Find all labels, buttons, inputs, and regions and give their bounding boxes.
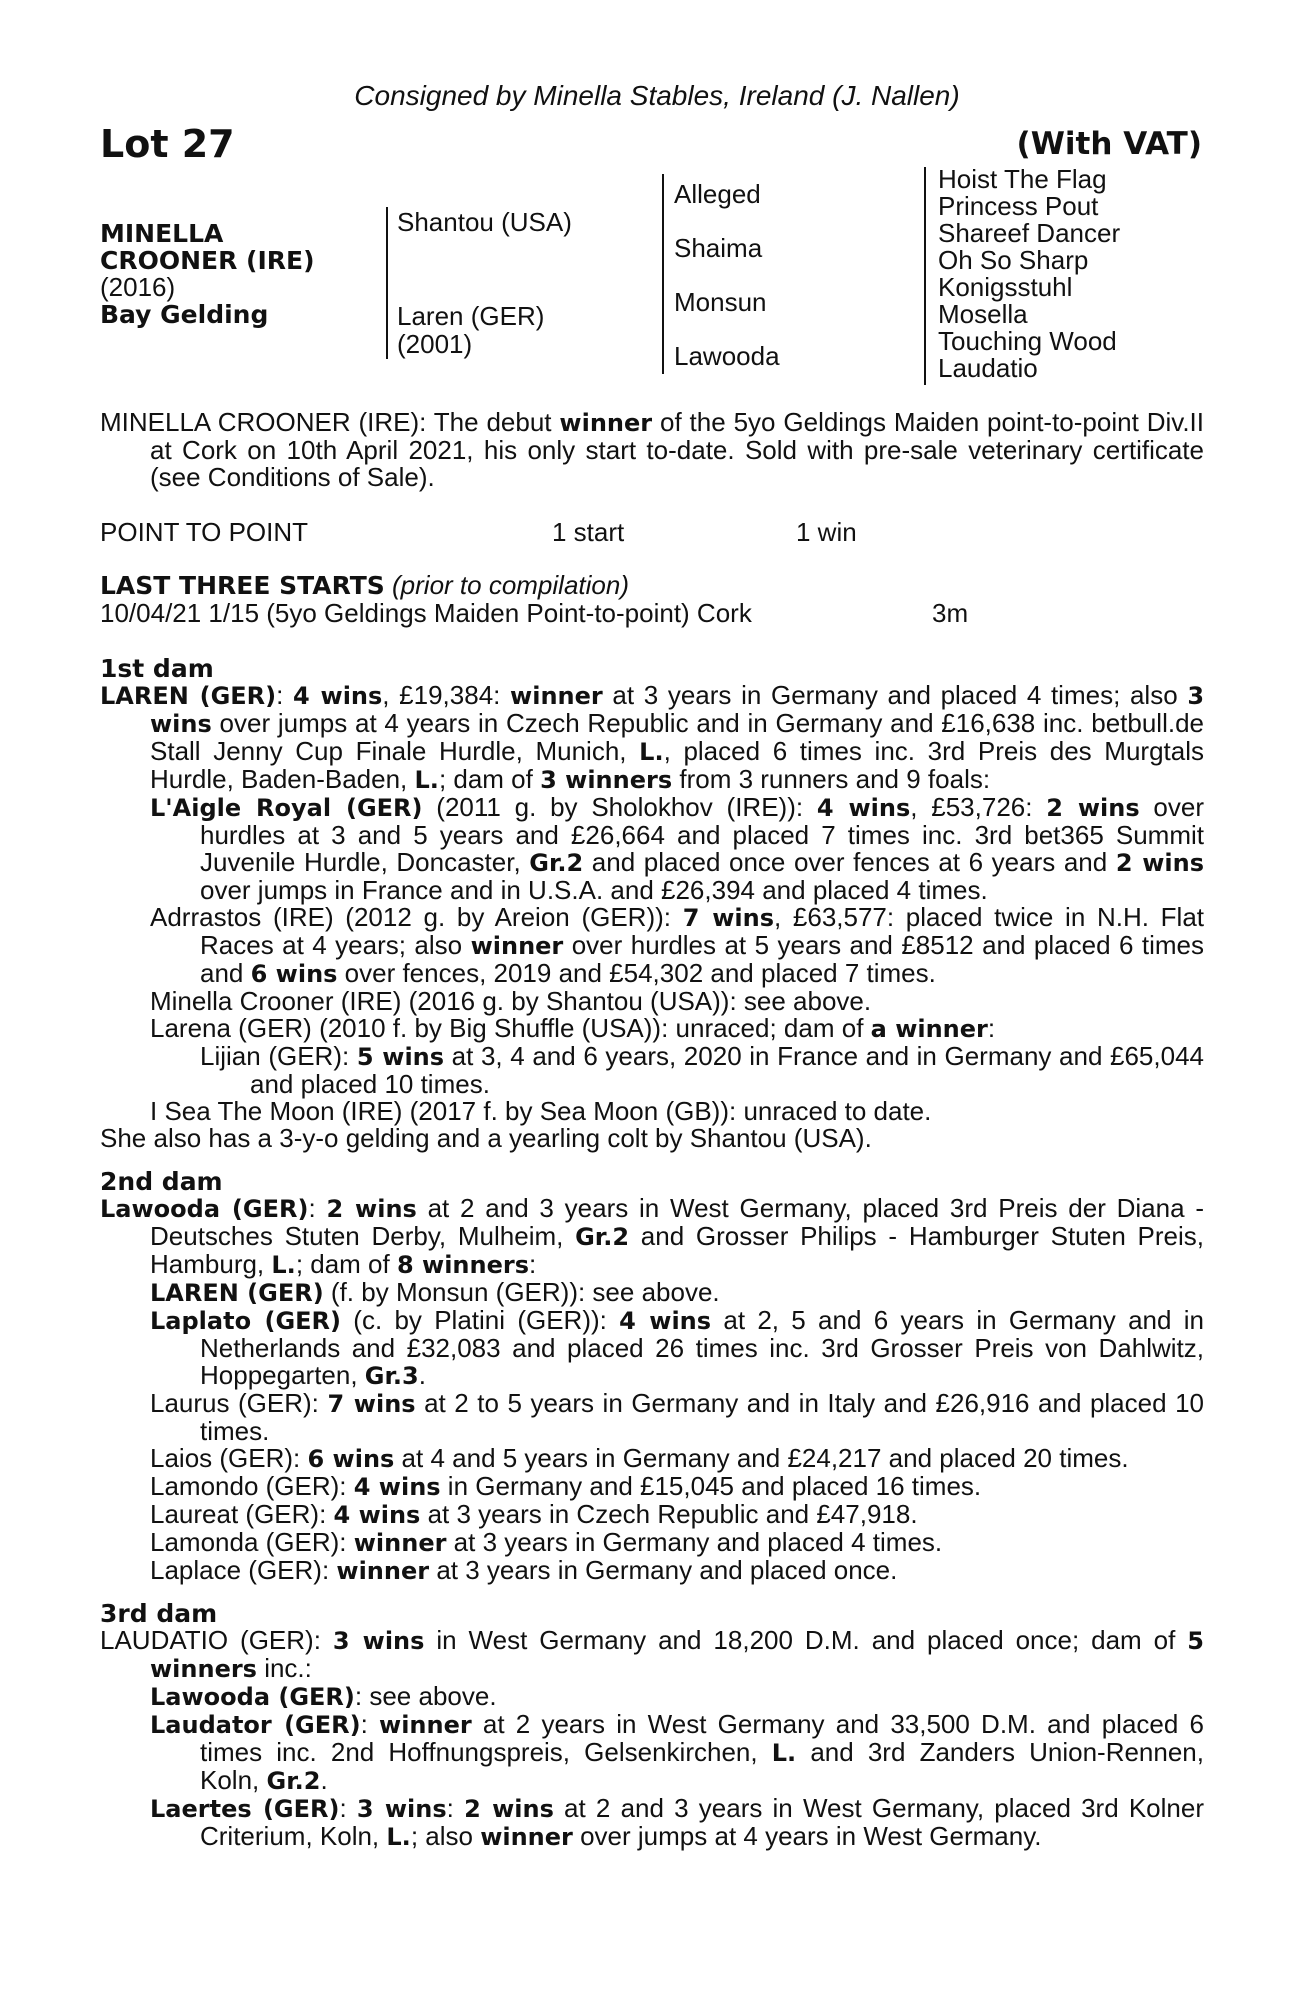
bold-run: L.: [271, 1251, 296, 1279]
bold-run: Lawooda (GER): [100, 1195, 309, 1223]
text-run: She also has a 3-y-o gelding and a yearling colt by Shantou (USA).: [100, 1123, 872, 1153]
text-run: over jumps at 4 years in Czech Republic and in Germany and £16,638 inc. betbull.de Stall Jenny Cup Finale Hurdle, Munich,: [150, 708, 1204, 766]
produce-entry: [100, 1445, 1204, 1473]
record-wins: 1 win: [796, 517, 857, 547]
bold-run: 3 wins: [356, 1795, 447, 1823]
third-dam-section: [100, 1600, 1204, 1851]
intro-text-rest: of the 5yo Geldings Maiden point-to-point Div.II at Cork on 10th April 2021, his only start to-date. Sold with pre-sale veterinary certificate (see Conditions of Sale).: [150, 407, 1204, 492]
text-run: Larena (GER) (2010 f. by Big Shuffle (USA)): unraced; dam of: [150, 1013, 871, 1043]
bold-run: L.: [386, 1823, 411, 1851]
bold-run: 2 wins: [464, 1795, 554, 1823]
lot-number: Lot 27: [100, 122, 235, 166]
horse-foaling-year: (2016): [100, 272, 176, 302]
text-run: :: [308, 1193, 327, 1223]
bold-run: 4 wins: [619, 1307, 712, 1335]
bold-run: 6 wins: [250, 960, 338, 988]
produce-entry: [100, 1529, 1204, 1557]
text-run: at 3 years in Germany and placed 4 times.: [446, 1527, 943, 1557]
last-start-row: 10/04/21 1/15 (5yo Geldings Maiden Point-to-point) Cork: [100, 598, 752, 628]
pedigree-gen2-dam-dam: Lawooda: [674, 341, 780, 371]
produce-entry: [100, 1711, 1204, 1795]
bold-run: 4 wins: [353, 1473, 441, 1501]
text-run: at 2 and 3 years in West Germany, placed 3rd Kolner Criterium, Koln,: [200, 1793, 1204, 1851]
text-run: LAUDATIO (GER):: [100, 1625, 333, 1655]
bold-run: winner: [353, 1529, 447, 1557]
bold-run: 5 winners: [150, 1627, 1204, 1683]
third-dam-title: 3rd dam: [100, 1599, 218, 1628]
text-run: at 4 and 5 years in Germany and £24,217 and placed 20 times.: [394, 1443, 1129, 1473]
text-run: and 3rd Zanders Union-Rennen, Koln,: [200, 1737, 1204, 1795]
text-run: (2011 g. by Sholokhov (IRE)):: [422, 792, 817, 822]
last-starts-title: LAST THREE STARTS: [100, 571, 385, 600]
pedigree-gen3-3: Shareef Dancer: [938, 218, 1121, 248]
text-run: and placed once over fences at 6 years and: [583, 847, 1116, 877]
pedigree-gen3-8: Laudatio: [938, 353, 1038, 383]
produce-entry: [100, 1098, 1204, 1125]
last-starts-heading: [100, 572, 629, 599]
bold-run: winner: [510, 682, 603, 710]
pedigree-gen3-6: Mosella: [938, 299, 1028, 329]
text-run: in West Germany and 18,200 D.M. and placed once; dam of: [424, 1625, 1188, 1655]
text-run: , placed 6 times inc. 3rd Preis des Murgtals Hurdle, Baden-Baden,: [150, 736, 1204, 794]
bold-run: 4 wins: [816, 794, 911, 822]
text-run: I Sea The Moon (IRE) (2017 f. by Sea Moon (GB)): unraced to date.: [150, 1096, 932, 1126]
bold-run: 7 wins: [682, 904, 774, 932]
bold-run: 4 wins: [293, 682, 383, 710]
second-dam-title: 2nd dam: [100, 1167, 223, 1196]
text-run: at 2 years in West Germany and 33,500 D.M. and placed 6 times inc. 2nd Hoffnungspreis, Gelsenkirchen,: [200, 1709, 1204, 1767]
text-run: from 3 runners and 9 foals:: [672, 764, 991, 794]
bold-run: 2 wins: [1115, 849, 1205, 877]
bold-run: L'Aigle Royal (GER): [150, 794, 423, 822]
bold-run: Laertes (GER): [150, 1795, 340, 1823]
text-run: at 3, 4 and 6 years, 2020 in France and in Germany and £65,044 and placed 10 times.: [250, 1041, 1204, 1099]
intro-paragraph: [100, 409, 1204, 491]
text-run: .: [320, 1765, 328, 1795]
bold-run: 2 wins: [326, 1195, 417, 1223]
text-run: :: [987, 1013, 996, 1043]
bold-run: Laudator (GER): [150, 1711, 361, 1739]
bold-run: Gr.3: [364, 1362, 419, 1390]
produce-entry: [100, 1501, 1204, 1529]
produce-entry: [100, 1307, 1204, 1390]
text-run: at 3 years in Germany and placed once.: [429, 1555, 898, 1585]
intro-winner: winner: [559, 409, 653, 437]
produce-entry: [100, 1390, 1204, 1445]
text-run: Lijian (GER):: [200, 1041, 357, 1071]
bold-run: 4 wins: [333, 1501, 421, 1529]
text-run: over jumps at 4 years in West Germany.: [572, 1821, 1042, 1851]
bold-run: 5 wins: [356, 1043, 445, 1071]
bold-run: winner: [480, 1823, 573, 1851]
pedigree-gen3-7: Touching Wood: [938, 326, 1117, 356]
pedigree-gen3-2: Princess Pout: [938, 191, 1099, 221]
pedigree-gen3-1: Hoist The Flag: [938, 164, 1107, 194]
text-run: Minella Crooner (IRE) (2016 g. by Shantou (USA)): see above.: [150, 986, 872, 1016]
bold-run: L.: [771, 1739, 797, 1767]
bold-run: 7 wins: [327, 1390, 416, 1418]
produce-entry: [100, 1473, 1204, 1501]
text-run: Lamonda (GER):: [150, 1527, 354, 1557]
produce-entry: [100, 1795, 1204, 1851]
text-run: (f. by Monsun (GER)): see above.: [323, 1277, 720, 1307]
bold-run: winner: [379, 1711, 472, 1739]
text-run: at 3 years in Czech Republic and £47,918.: [420, 1499, 918, 1529]
produce-entry: [100, 904, 1204, 988]
produce-entry: [100, 794, 1204, 904]
produce-entry: [100, 1683, 1204, 1711]
produce-entry: [100, 1279, 1204, 1307]
consignor-line: Consigned by Minella Stables, Ireland (J. Nallen): [354, 80, 960, 111]
text-run: in Germany and £15,045 and placed 16 times.: [440, 1471, 982, 1501]
bold-run: Gr.2: [266, 1767, 321, 1795]
text-run: and Grosser Philips - Hamburger Stuten Preis, Hamburg,: [150, 1221, 1204, 1279]
bold-run: winner: [470, 932, 564, 960]
bold-run: Laplato (GER): [150, 1307, 341, 1335]
horse-description: Bay Gelding: [100, 300, 269, 329]
dam-entry: [100, 682, 1204, 794]
text-run: ; also: [410, 1821, 481, 1851]
text-run: Adrrastos (IRE) (2012 g. by Areion (GER)):: [150, 902, 683, 932]
text-run: Laios (GER):: [150, 1443, 308, 1473]
last-start-distance: 3m: [932, 598, 969, 628]
bold-run: 6 wins: [307, 1445, 395, 1473]
text-run: at 3 years in Germany and placed 4 times; also: [602, 680, 1188, 710]
dam-entry: [100, 1195, 1204, 1279]
text-run: , £19,384:: [382, 680, 511, 710]
pedigree-gen2-sire-sire: Alleged: [674, 179, 761, 209]
record-starts: 1 start: [552, 517, 625, 547]
produce-entry: [100, 1015, 1204, 1043]
text-run: :: [276, 680, 294, 710]
text-run: Lamondo (GER):: [150, 1471, 354, 1501]
bold-run: winner: [336, 1557, 430, 1585]
text-run: , £63,577: placed twice in N.H. Flat Races at 4 years; also: [200, 902, 1205, 960]
pedigree-sire: Shantou (USA): [397, 207, 572, 237]
bold-run: L.: [639, 738, 664, 766]
pedigree-dam: Laren (GER): [397, 301, 545, 331]
bold-run: LAREN (GER): [100, 682, 277, 710]
text-run: at 2 and 3 years in West Germany, placed 3rd Preis der Diana - Deutsches Stuten Derby, Mulheim,: [150, 1193, 1204, 1251]
vat-note: (With VAT): [1016, 126, 1202, 162]
bold-run: Gr.2: [529, 849, 584, 877]
text-run: Laplace (GER):: [150, 1555, 337, 1585]
pedigree-bracket-2: [662, 174, 664, 374]
produce-entry: [100, 988, 1204, 1015]
dam-entry: [100, 1627, 1204, 1683]
record-label: POINT TO POINT: [100, 517, 309, 547]
text-run: (c. by Platini (GER)):: [341, 1305, 620, 1335]
bold-run: LAREN (GER): [150, 1279, 324, 1307]
produce-entry: [100, 1557, 1204, 1585]
bold-run: Lawooda (GER): [150, 1683, 355, 1711]
bold-run: L.: [414, 766, 439, 794]
text-run: ; dam of: [438, 764, 541, 794]
horse-name-line1: MINELLA: [100, 219, 224, 248]
first-dam-section: [100, 655, 1204, 1152]
pedigree-gen2-sire-dam: Shaima: [674, 233, 763, 263]
bold-run: 2 wins: [1046, 794, 1140, 822]
last-starts-note: (prior to compilation): [392, 570, 629, 600]
bold-run: 8 winners: [396, 1251, 529, 1279]
text-run: :: [446, 1793, 465, 1823]
text-run: at 2, 5 and 6 years in Germany and in Netherlands and £32,083 and placed 26 times inc. 3rd Grosser Preis von Dahlwitz, Hoppegarten,: [200, 1305, 1204, 1390]
text-run: .: [418, 1360, 426, 1390]
text-run: over fences, 2019 and £54,302 and placed 7 times.: [337, 958, 936, 988]
text-run: at 2 to 5 years in Germany and in Italy and £26,916 and placed 10 times.: [200, 1388, 1204, 1446]
pedigree-gen2-dam-sire: Monsun: [674, 287, 767, 317]
text-run: :: [339, 1793, 357, 1823]
text-run: Laurus (GER):: [150, 1388, 328, 1418]
produce-note: [100, 1125, 1204, 1152]
text-run: inc.:: [256, 1653, 312, 1683]
pedigree-bracket-3: [924, 167, 926, 385]
pedigree-dam-year: (2001): [397, 329, 473, 359]
pedigree-gen3-4: Oh So Sharp: [938, 245, 1089, 275]
text-run: over hurdles at 5 years and £8512 and placed 6 times and: [200, 930, 1204, 988]
text-run: over jumps in France and in U.S.A. and £26,394 and placed 4 times.: [200, 875, 988, 905]
text-run: , £53,726:: [910, 792, 1047, 822]
bold-run: 3 wins: [332, 1627, 425, 1655]
second-dam-section: [100, 1168, 1204, 1585]
text-run: :: [360, 1709, 380, 1739]
bold-run: Gr.2: [575, 1223, 630, 1251]
first-dam-title: 1st dam: [100, 654, 214, 683]
pedigree-gen3-5: Konigsstuhl: [938, 272, 1073, 302]
bold-run: a winner: [870, 1015, 988, 1043]
text-run: ; dam of: [295, 1249, 397, 1279]
text-run: : see above.: [354, 1681, 497, 1711]
bold-run: 3 winners: [540, 766, 673, 794]
horse-name-line2: CROONER (IRE): [100, 246, 315, 275]
pedigree-bracket-1: [386, 207, 388, 359]
text-run: Laureat (GER):: [150, 1499, 334, 1529]
bold-run: 3 wins: [150, 682, 1205, 738]
text-run: :: [529, 1249, 537, 1279]
text-run: over hurdles at 3 and 5 years and £26,664 and placed 7 times inc. 3rd bet365 Summit Juvenile Hurdle, Doncaster,: [200, 792, 1204, 877]
produce-entry: [100, 1043, 1204, 1098]
intro-text: MINELLA CROONER (IRE): The debut: [100, 407, 560, 437]
